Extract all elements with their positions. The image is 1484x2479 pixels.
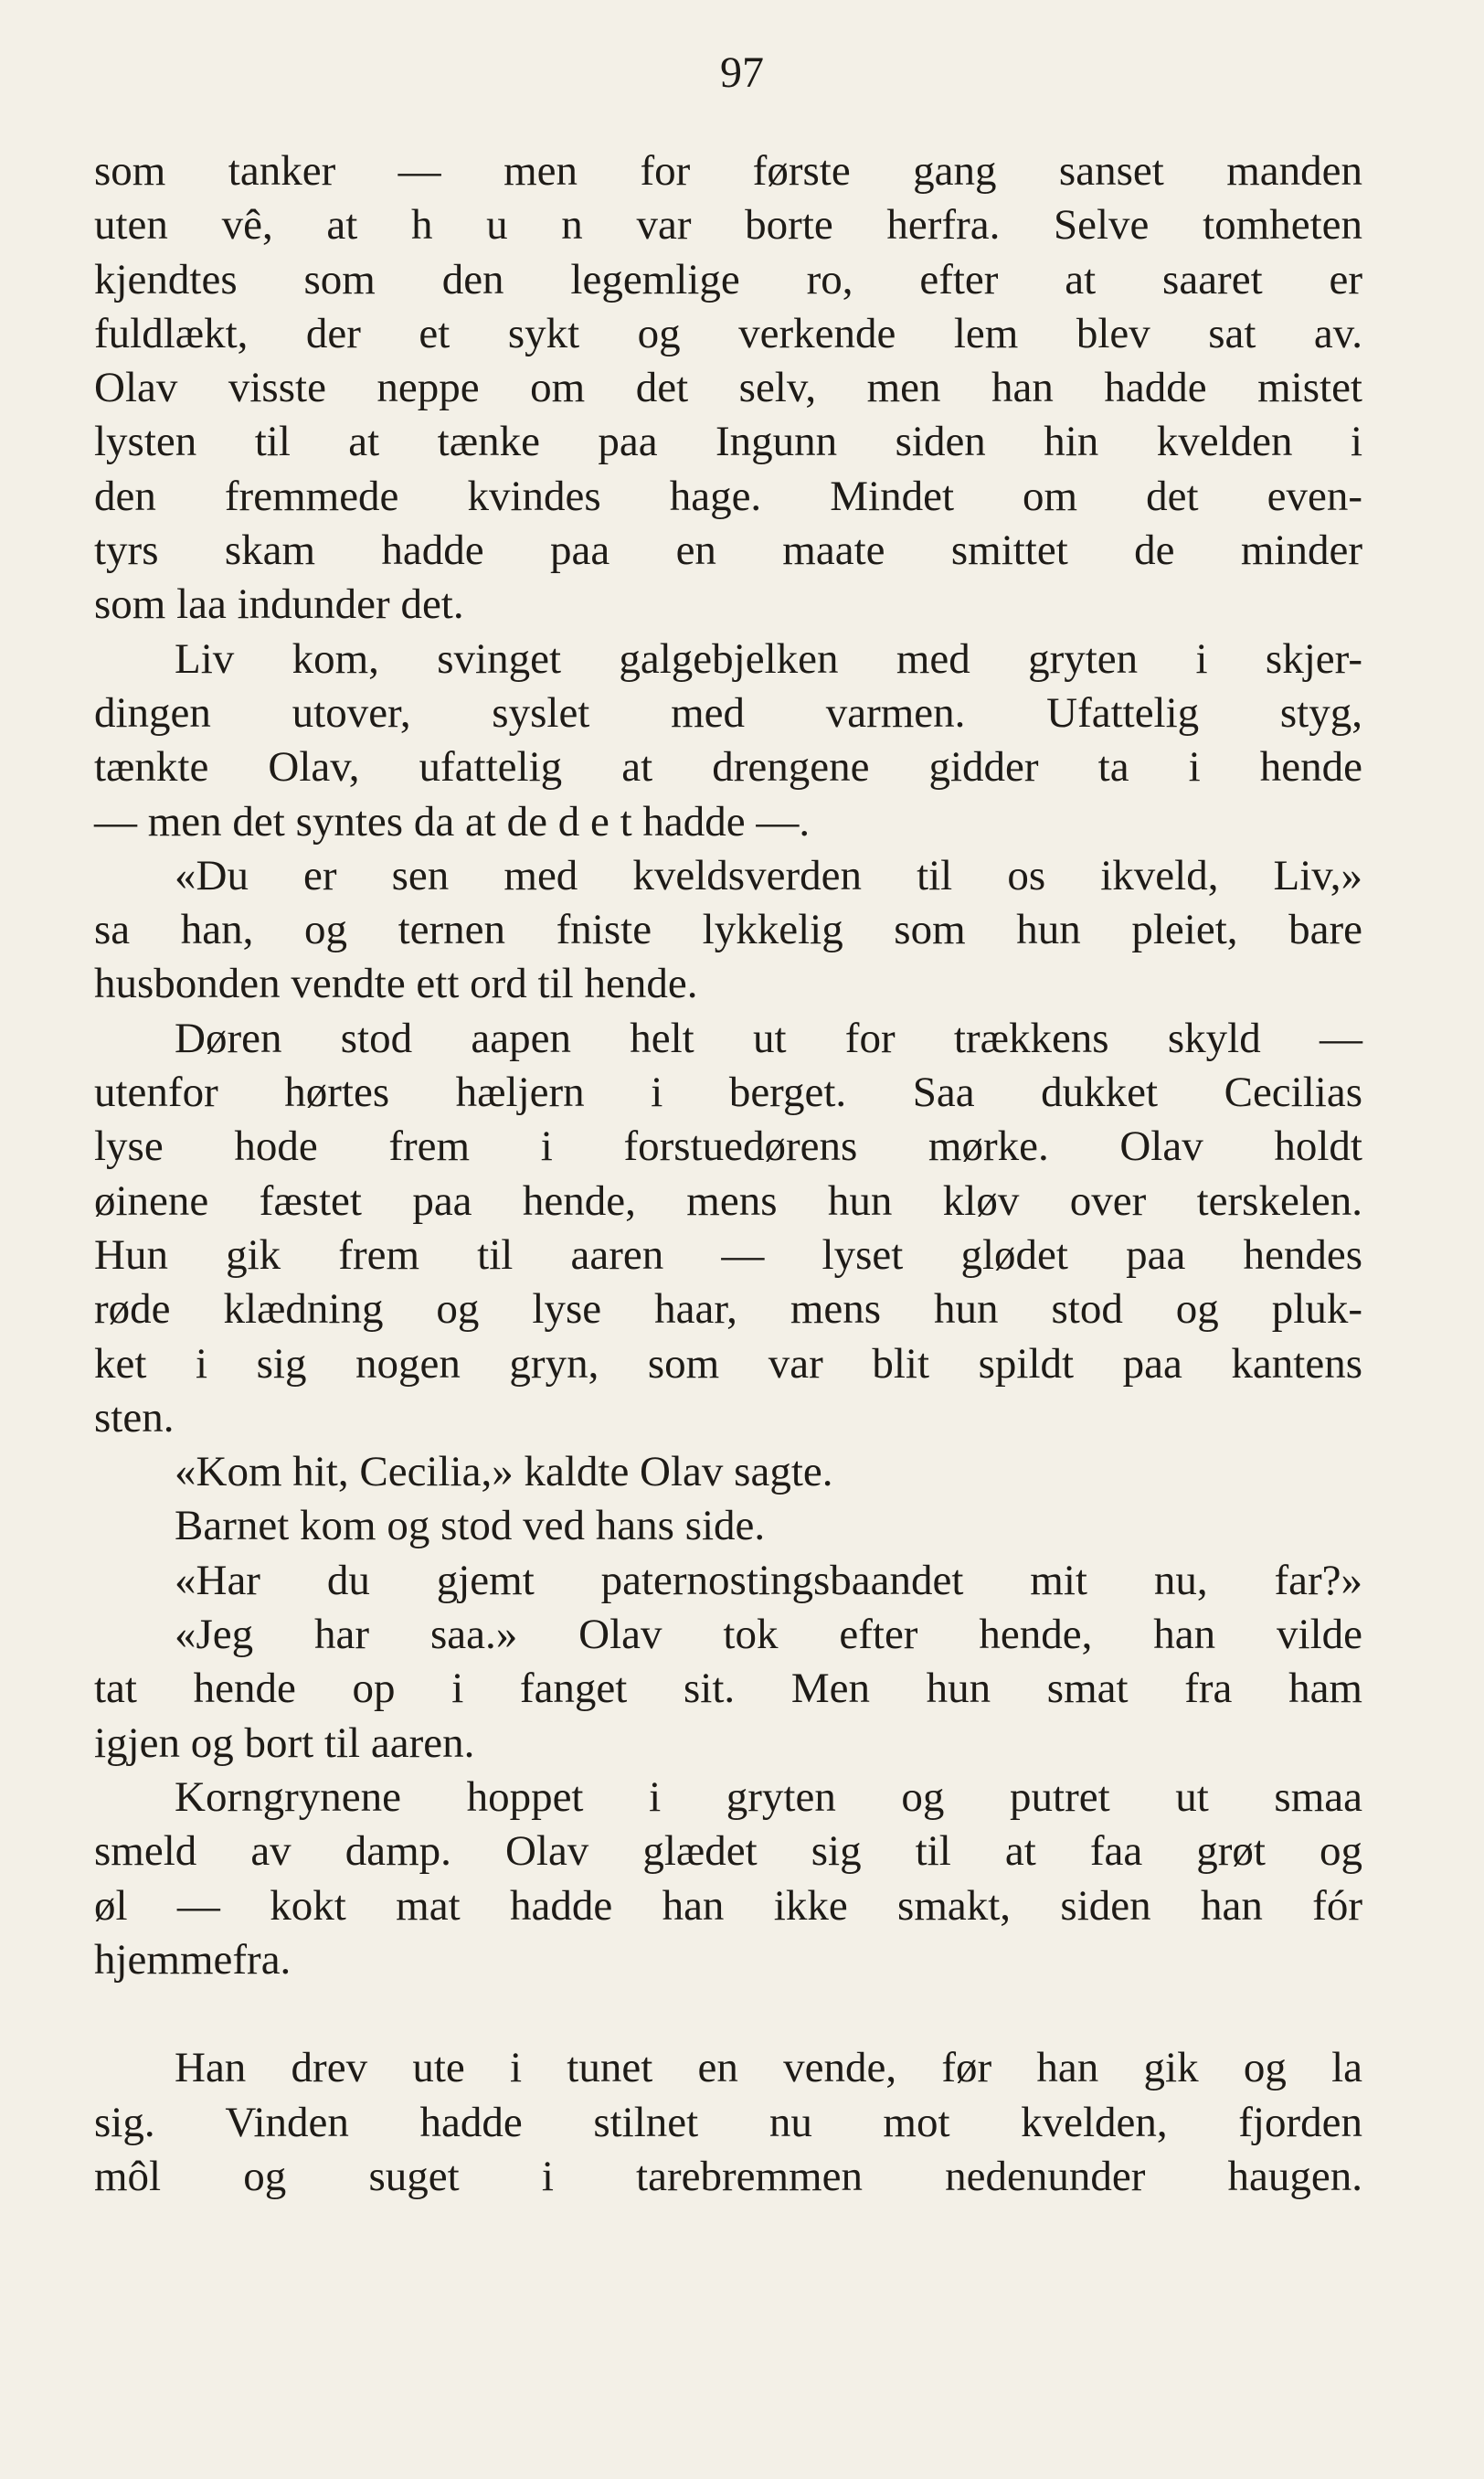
text-line: kjendtes som den legemlige ro, efter at saaret er bbox=[94, 255, 1362, 303]
text-line: Han drev ute i tunet en vende, før han gik og la bbox=[175, 2044, 1362, 2092]
text-line: — men det syntes da at de d e t hadde —. bbox=[94, 797, 811, 846]
text-line: hjemmefra. bbox=[94, 1935, 292, 1984]
text-line: sten. bbox=[94, 1393, 175, 1442]
text-line: dingen utover, syslet med varmen. Ufattelig styg, bbox=[94, 688, 1362, 737]
text-line: uten vê, at h u n var borte herfra. Selve tomheten bbox=[94, 201, 1362, 250]
text-line: øl — kokt mat hadde han ikke smakt, siden han fór bbox=[94, 1881, 1362, 1930]
text-line: Korngrynene hoppet i gryten og putret ut smaa bbox=[175, 1772, 1362, 1821]
text-line: som tanker — men for første gang sanset manden bbox=[94, 147, 1362, 195]
text-line: husbonden vendte ett ord til hende. bbox=[94, 960, 698, 1008]
text-line: utenfor hørtes hæljern i berget. Saa dukket Cecilias bbox=[94, 1069, 1362, 1117]
text-line: lyse hode frem i forstuedørens mørke. Olav holdt bbox=[94, 1122, 1362, 1171]
text-line: den fremmede kvindes hage. Mindet om det even- bbox=[94, 472, 1362, 520]
text-line: «Jeg har saa.» Olav tok efter hende, han vilde bbox=[175, 1611, 1362, 1659]
text-line: igjen og bort til aaren. bbox=[94, 1718, 475, 1767]
text-line: øinene fæstet paa hende, mens hun kløv over terskelen. bbox=[94, 1176, 1362, 1225]
text-line: Barnet kom og stod ved hans side. bbox=[175, 1502, 766, 1550]
text-line: fuldlækt, der et sykt og verkende lem blev sat av. bbox=[94, 309, 1362, 357]
text-line: «Har du gjemt paternostingsbaandet mit nu, far?» bbox=[175, 1556, 1362, 1604]
page-number: 97 bbox=[720, 48, 764, 97]
text-line: môl og suget i tarebremmen nedenunder haugen. bbox=[94, 2152, 1362, 2200]
text-line: sig. Vinden hadde stilnet nu mot kvelden, fjorden bbox=[94, 2098, 1362, 2146]
section-break bbox=[94, 1987, 1362, 2041]
text-line: Olav visste neppe om det selv, men han hadde mistet bbox=[94, 364, 1362, 412]
text-line: Døren stod aapen helt ut for trækkens skyld — bbox=[175, 1014, 1362, 1062]
text-line: Liv kom, svinget galgebjelken med gryten i skjer- bbox=[175, 634, 1362, 683]
text-line: sa han, og ternen fniste lykkelig som hun pleiet, bare bbox=[94, 906, 1362, 954]
text-line: tat hende op i fanget sit. Men hun smat fra ham bbox=[94, 1665, 1362, 1713]
text-line: røde klædning og lyse haar, mens hun stod og pluk- bbox=[94, 1285, 1362, 1334]
text-line: «Du er sen med kveldsverden til os ikveld, Liv,» bbox=[175, 851, 1362, 899]
body-text bbox=[94, 144, 1362, 2204]
text-line: Hun gik frem til aaren — lyset glødet paa hendes bbox=[94, 1230, 1362, 1279]
text-line: tænkte Olav, ufattelig at drengene gidder ta i hende bbox=[94, 743, 1362, 792]
text-line: som laa indunder det. bbox=[94, 580, 464, 629]
text-line: ket i sig nogen gryn, som var blit spildt paa kantens bbox=[94, 1339, 1362, 1388]
text-line: smeld av damp. Olav glædet sig til at faa grøt og bbox=[94, 1827, 1362, 1876]
text-line: «Kom hit, Cecilia,» kaldte Olav sagte. bbox=[175, 1448, 833, 1496]
text-line: tyrs skam hadde paa en maate smittet de minder bbox=[94, 527, 1362, 575]
text-line: lysten til at tænke paa Ingunn siden hin kvelden i bbox=[94, 418, 1362, 466]
